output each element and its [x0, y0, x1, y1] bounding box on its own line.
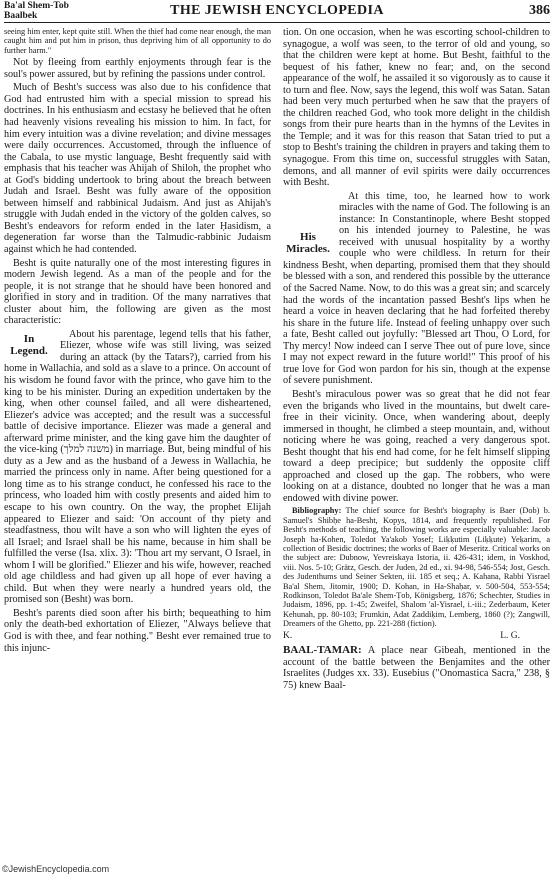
paragraph: About his parentage, legend tells that his father, Eliezer, whose wife was still living, was seized during an attack (by the Tatars?), carried from his home in Wallachia, and sold as a slave to a prince. On account of his wisdom he found favor with the prince, who gave him to the king to be his minister. During an expedition undertaken by the king, when other counsel failed, and all were disheartened, Eliezer's advice was accepted; and the result was a successful battle of decisive importance. Eliezer was made a general and afterward prime minister, and the king gave him the daughter of the vice-king (משנה למלך) in marriage. But, being mindful of his duty as a Jew and as the husband of a Jewess in Wallachia, he married the princess only in name. After being questioned for a long time as to his strange conduct, he confessed his race to the princess, who loaded him with costly presents and aided him to escape to his own country. On the way, the prophet Elijah appeared to Eliezer and said: 'On account of thy piety and steadfastness, thou wilt have a son who will lighten the eyes of all Israel; and Israel shall be his name, because in him shall be fulfilled the verse (Isa. xlix. 3): 'Thou art my servant, O Israel, in whom I will be glorified.'' Eliezer and his wife, however, reached old age childless and had given up all hope of ever having a child. But when they were nearly a hundred years old, the promised son (Besht) was born. — [4, 328, 271, 606]
entry-text: A place near Gibeah, mentioned in the account of the battle between the Benjamites and the other Israelites (Judges xx. 33). Eusebius ("Onomastica Sacra," 238, § 75) knew Baal- — [283, 645, 550, 691]
right-column — [283, 27, 550, 854]
paragraph: At this time, too, he learned how to work miracles with the name of God. The following is an instance: In Constantinople, where Besht stopped on his intended journey to Palestine, he was received with unusual hospitality by a worthy couple who were childless. In return for their kindness Besht, when departing, promised them that they should be blessed with a son, and rendered this possible by the utterance of the Sacred Name. Now, to do this was a great sin; and scarcely had the words of the incantation passed Besht's lips when he heard a voice in heaven declaring that he had forfeited thereby his share in the future life. Instead of feeling unhappy over such a fate, Besht called out joyfully: "Blessed art Thou, O Lord, for Thy mercy! Now indeed can I serve Thee out of pure love, since I may not expect reward in the future world!" This proof of his true love for God won pardon for his sin, though at the expense of severe punishment. — [283, 190, 550, 387]
side-heading-miracles: His Miracles. — [286, 230, 330, 255]
signature-k: K. — [283, 630, 293, 641]
paragraph: Besht is quite naturally one of the most interesting figures in modern Jewish legend. As a man of the people and for the people, it is not strange that he should have been honored and glorified in story and in tradition. Of the many narratives that cluster about him, the following are given as the most characteristic: — [4, 257, 271, 327]
signature-lg: L. G. — [500, 630, 520, 641]
running-head-first: Ba'al Shem-Tob — [4, 1, 69, 11]
entry-headword: BAAL-TAMAR: — [283, 644, 362, 657]
bibliography — [283, 506, 550, 628]
paragraph: Not by fleeing from earthly enjoyments through fear is the soul's power assured, but by refining the passions under control. — [4, 57, 271, 80]
publication-title: THE JEWISH ENCYCLOPEDIA — [170, 3, 384, 18]
running-head-last: Baalbek — [4, 10, 38, 21]
left-column — [4, 27, 271, 854]
side-heading-legend: In Legend. — [10, 332, 48, 357]
bibliography-text: The chief source for Besht's biography is Baer (Dob) b. Samuel's Shibḥe ha-Besht, Kopys, 1814, and frequently republished. For Besht's methods of teaching, the following works are especially valuable: Jacob Joseph ha-Kohen, Toledot Ya'akob Yosef; Liḳḳutim (Liḳḳute) Yeḳarim, a collection of Besidic doctrines; the works of Baer of Meseritz. Critical works on the subject are: Dubnow, Yevreiskaya Istoria, ii. 426-431; idem, in Voskhod, viii. Nos. 5-10; Grätz, Gesch. der Juden, 2d ed., xi. 94-98, 546-554; Jost, Gesch. des Judenthums und Seiner Sekten, iii. 185 et seq.; A. Kahana, Rabbi Yisrael Ba'al Shem, Jitomir, 1900; D. Kohan, in Ha-Shaḥar, v. 500-504, 553-554; Rodkinson, Toledot Ba'ale Shem-Ṭob, Königsberg, 1876; Schechter, Studies in Judaism, 1896, pp. 1-45; Zweifel, Shalom 'al-Yisrael, i.-iii.; Zederbaum, Keter Kehunah, pp. 80-103; Frumkin, Adat Ẓaddiḳim, Lemberg, 1860 (?); Zangwill, Dreamers of the Ghetto, pp. 221-288 (fiction). — [283, 506, 550, 629]
entry-baal-tamar — [283, 645, 550, 691]
bibliography-label: Bibliography: — [292, 506, 342, 516]
signature-line — [283, 631, 550, 643]
page-header — [4, 2, 550, 23]
paragraph: Much of Besht's success was also due to his confidence that God had entrusted him with a special mission to spread his doctrines. In his enthusiasm and ecstasy he believed that he often had heavenly visions revealing his mission to him. In fact, for him every intuition was a divine revelation; and divine messages were daily occurrences. Accustomed, through the influence of the Cabala, to use mystic language, Besht frequently said with emphasis that his teacher was Ahijah of Shiloh, the prophet who at God's bidding undertook to bring about the breach between Judah and Israel. Besht was fully aware of the opposition between himself and rabbinical Judaism. And just as Ahijah's struggle with Judah ended in the victory of the golden calves, so Besht's endeavors for reform ended in the later Ḥasidism, a degeneration far worse than the Talmudic-rabbinic Judaism against which he had contended. — [4, 82, 271, 255]
copyright-footer: ©JewishEncyclopedia.com — [2, 864, 110, 874]
paragraph: Besht's miraculous power was so great that he did not fear even the brigands who lived in the mountains, but dwelt care-free in their vicinity. Once, when wandering about, deeply immersed in thought, he climbed a steep mountain, and, without noticing where he was going, reached a very dangerous spot. Besht thought that his end had come, for he felt himself slipping toward a deep precipice; but suddenly the opposite cliff approached and closed up the gap. The robbers, who were looking on at a distance, doubted no longer that he was a man endowed with divine power. — [283, 388, 550, 504]
page-number: 386 — [529, 3, 550, 18]
paragraph: Besht's parents died soon after his birth; bequeathing to him only the death-bed exhortation of Eliezer, "Always believe that God is with thee, and fear nothing." Besht ever remained true to this injunc- — [4, 607, 271, 654]
quote-continuation: seeing him enter, kept quite still. When the thief had come near enough, the man caught him and put him in prison, thus depriving him of all opportunity to do further harm." — [4, 27, 271, 55]
paragraph: tion. On one occasion, when he was escorting school-children to synagogue, a wolf was seen, to the terror of old and young, so that the children were kept at home. But Besht, faithful to the bequest of his father, knew no fear; and, on the second appearance of the wolf, he assailed it so vigorously as to cause it to turn and flee. Now, says the legend, this wolf was Satan. Satan had been very much perturbed when he saw that the prayers of the children reached God, who took more delight in the childish songs from their pure hearts than in the hymns of the Levites in the Temple; and it was for this reason that Satan tried to put a stop to Besht's training the children in prayers and taking them to synagogue. From this time on, successful struggles with Satan, demons, and all manner of evil spirits were daily occurrences with Besht. — [283, 27, 550, 189]
